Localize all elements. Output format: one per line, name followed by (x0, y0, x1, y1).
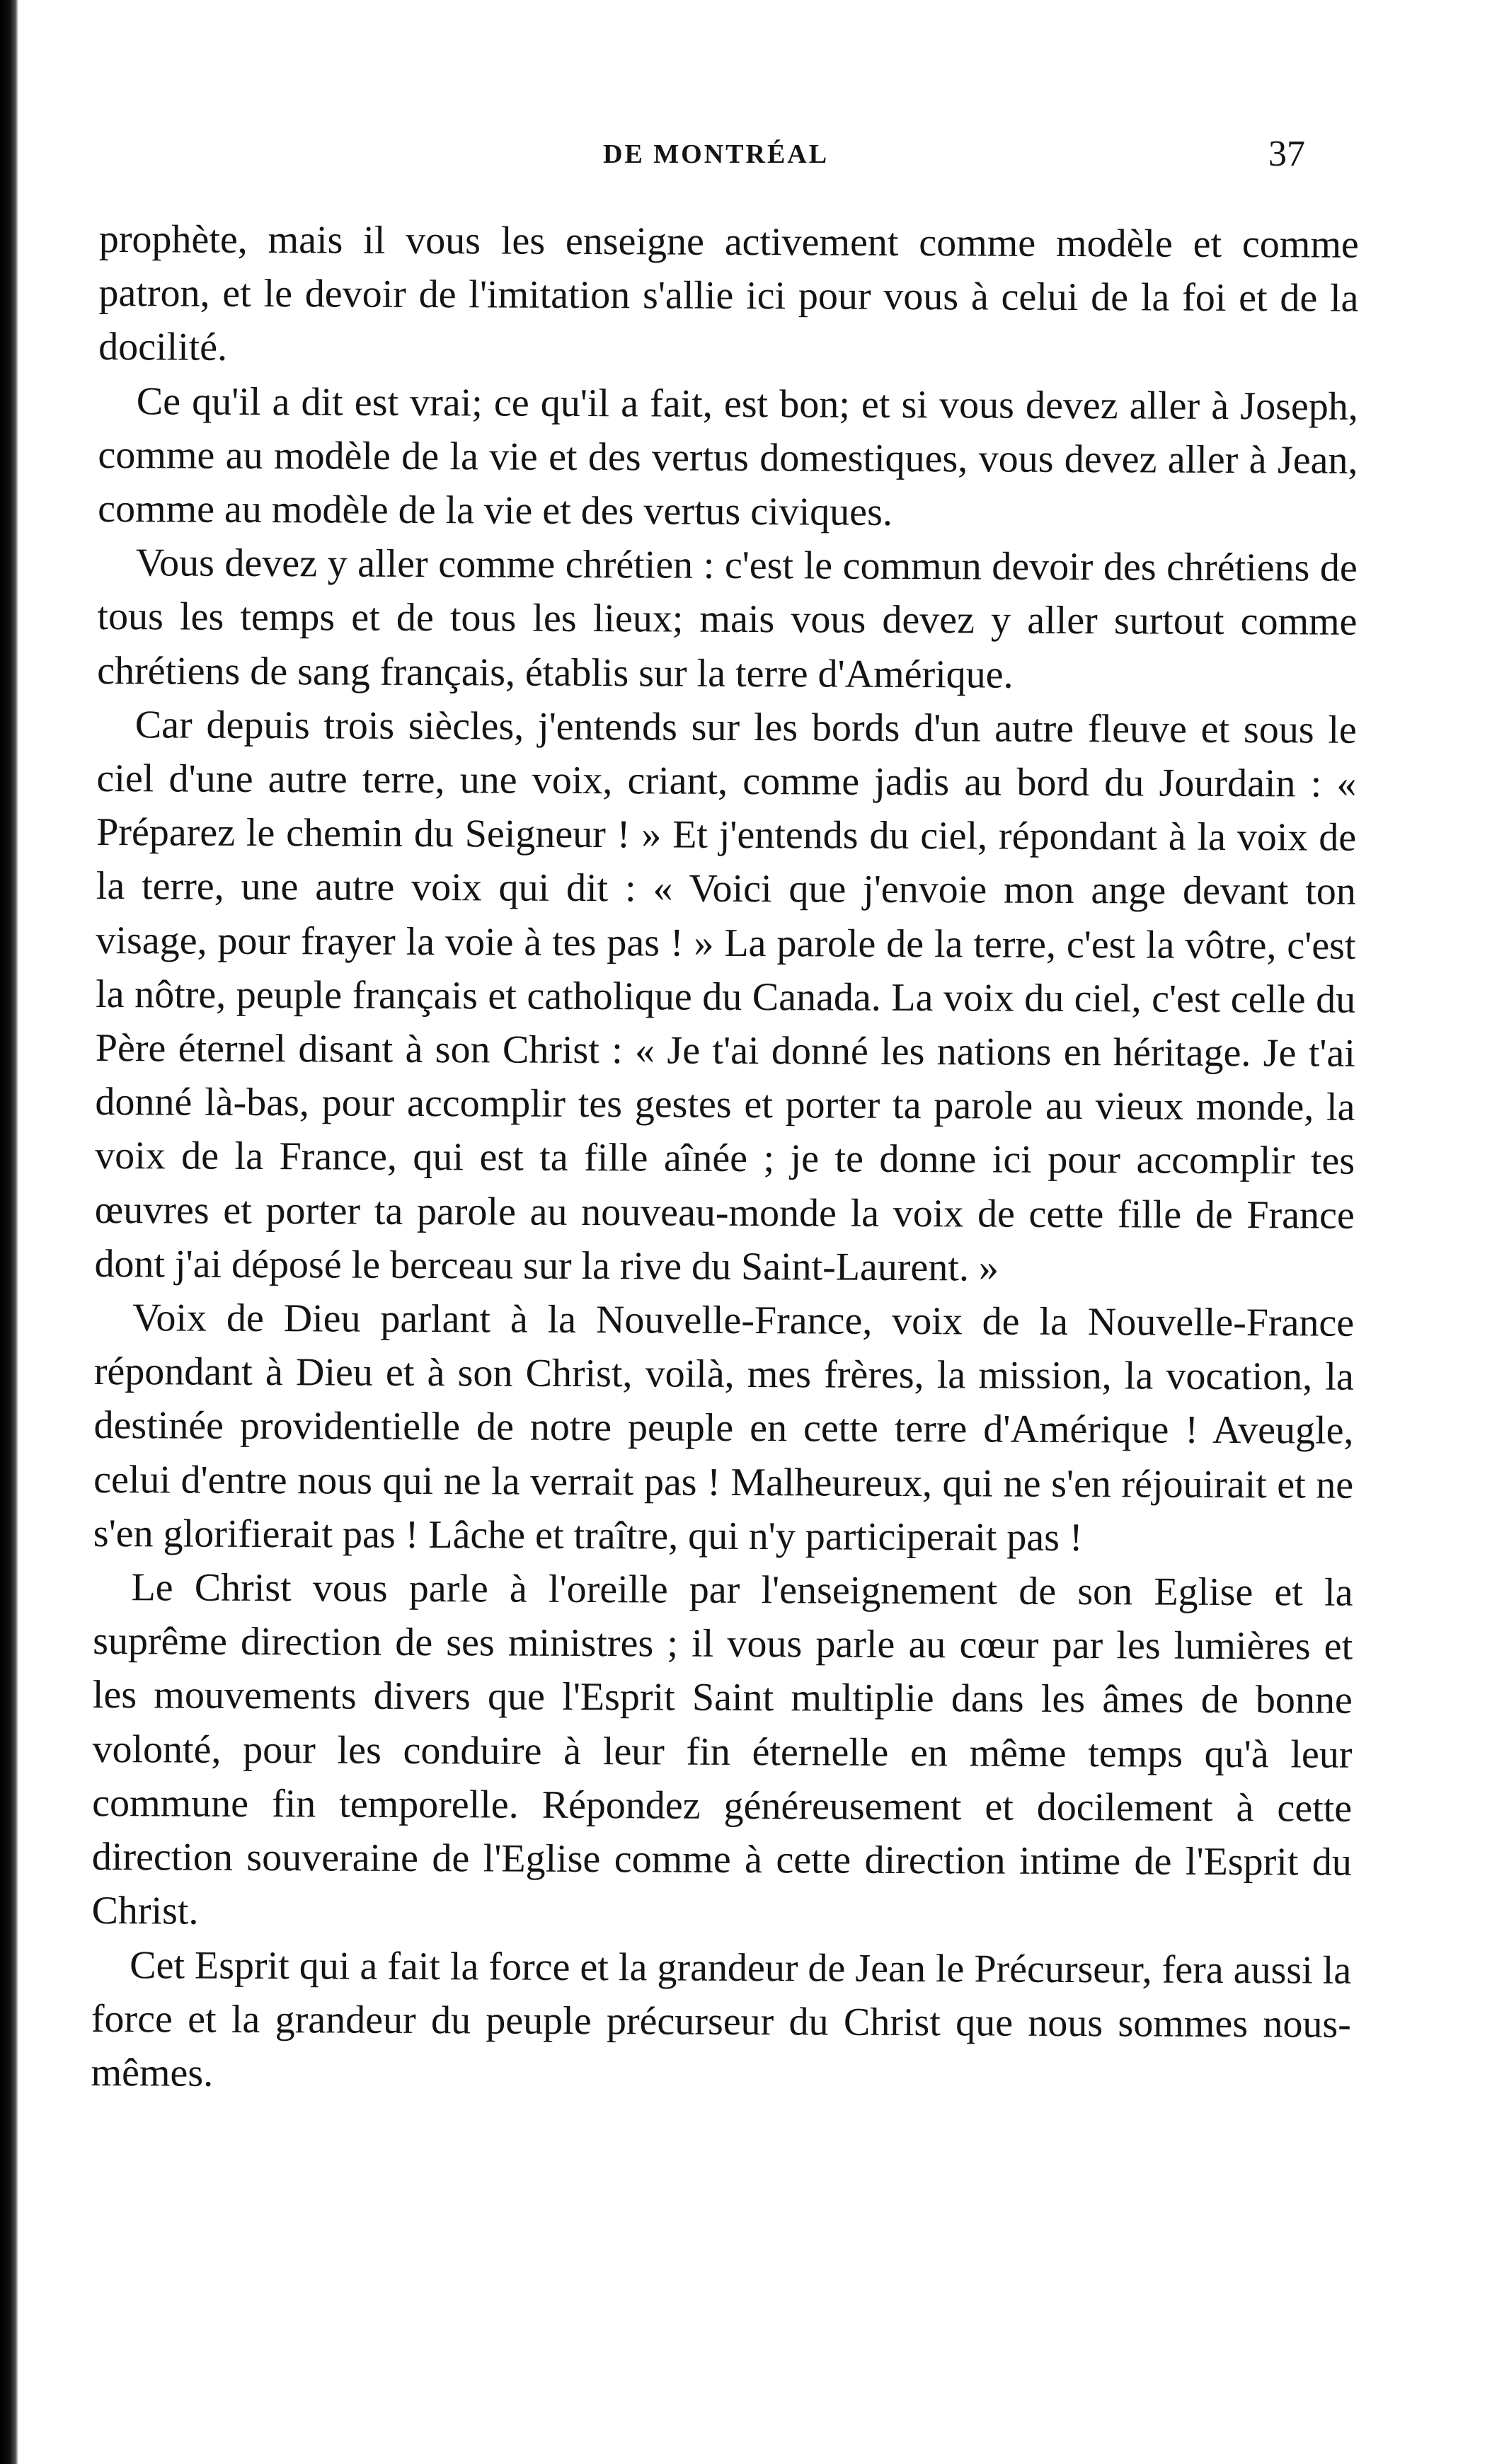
page-header (0, 133, 1492, 183)
paragraph: Cet Esprit qui a fait la force et la grandeur de Jean le Précurseur, fera aussi la force et la grandeur du peuple précurseur du Christ que nous sommes nous-mêmes. (91, 1942, 1352, 2095)
paragraph: Car depuis trois siècles, j'entends sur les bords d'un autre fleuve et sous le ciel d'une autre terre, une voix, criant, comme jadis au bord du Jourdain : « Préparez le chemin du Seigneur ! » Et j'entends du ciel, répondant à la voix de la terre, une autre voix qui dit : « Voici que j'envoie mon ange devant ton visage, pour frayer la voie à tes pas ! » La parole de la terre, c'est la vôtre, c'est la nôtre, peuple français et catholique du Canada. La voix du ciel, c'est celle du Père éternel disant à son Christ : « Je t'ai donné les nations en héritage. Je t'ai donné là-bas, pour accomplir tes gestes et porter ta parole au vieux monde, la voix de la France, qui est ta fille aînée ; je te donne ici pour accomplir tes œuvres et porter ta parole au nouveau-monde la voix de cette fille de France dont j'ai déposé le berceau sur la rive du Saint-Laurent. » (94, 703, 1357, 1290)
body-text (91, 212, 1359, 2105)
paragraph: prophète, mais il vous les enseigne activement comme modèle et comme patron, et le devoir de l'imitation s'allie ici pour vous à celui de la foi et de la docilité. (98, 217, 1359, 370)
paragraph: Vous devez y aller comme chrétien : c'est le commun devoir des chrétiens de tous les temps et de tous les lieux; mais vous devez y aller surtout comme chrétiens de sang français, établis sur la terre d'Amérique. (97, 541, 1358, 697)
paragraph: Le Christ vous parle à l'oreille par l'enseignement de son Eglise et la suprême direction de ses ministres ; il vous parle au cœur par les lumières et les mouvements divers que l'Esprit Saint multiplie dans les âmes de bonne volonté, pour les conduire à leur fin éternelle en même temps qu'à leur commune fin temporelle. Répondez généreusement et docilement à cette direction souveraine de l'Eglise comme à cette direction intime de l'Esprit du Christ. (91, 1565, 1353, 1933)
paragraph: Ce qu'il a dit est vrai; ce qu'il a fait, est bon; et si vous devez aller à Joseph, comme au modèle de la vie et des vertus domestiques, vous devez aller à Jean, comme au modèle de la vie et des vertus civiques. (98, 379, 1358, 534)
paragraph: Voix de Dieu parlant à la Nouvelle-France, voix de la Nouvelle-France répondant à Dieu et à son Christ, voilà, mes frères, la mission, la vocation, la destinée providentielle de notre peuple en cette terre d'Amérique ! Aveugle, celui d'entre nous qui ne la verrait pas ! Malheureux, qui ne s'en réjouirait et ne s'en glorifierait pas ! Lâche et traître, qui n'y participerait pas ! (93, 1296, 1355, 1560)
running-title: DE MONTRÉAL (603, 139, 830, 169)
scan-edge-shadow (0, 0, 18, 2464)
page-number: 37 (1268, 134, 1305, 174)
